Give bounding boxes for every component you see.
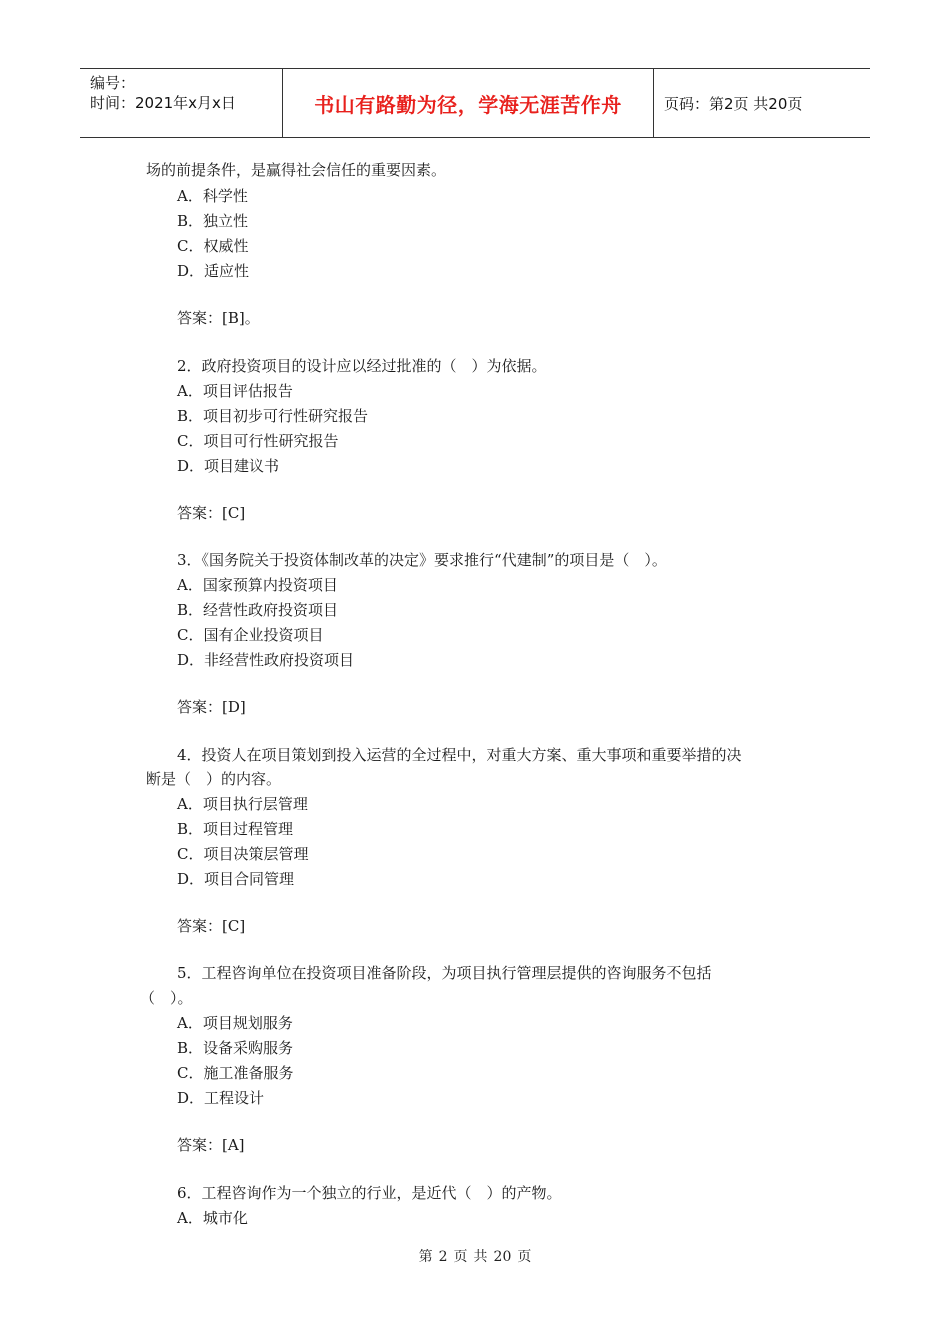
- answer-option: C．施工准备服务: [177, 1064, 294, 1082]
- answer-option: A．项目评估报告: [177, 382, 293, 400]
- header-meta: [80, 69, 282, 137]
- answer-option: A．项目规划服务: [177, 1014, 293, 1032]
- footer-total-pages: 20: [493, 1249, 512, 1265]
- footer-gong: 共: [473, 1249, 488, 1265]
- answer-option: A．城市化: [177, 1209, 248, 1227]
- document-number-label: 编号：: [90, 74, 136, 92]
- answer-option: D．非经营性政府投资项目: [177, 651, 355, 669]
- answer-option: C．国有企业投资项目: [177, 626, 324, 644]
- answer-option: D．项目合同管理: [177, 870, 295, 888]
- question-stem: 3．《国务院关于投资体制改革的决定》要求推行“代建制”的项目是（ ）。: [177, 551, 667, 569]
- answer-option: B．独立性: [177, 212, 249, 230]
- page-header: [80, 68, 870, 138]
- question-stem: 5．工程咨询单位在投资项目准备阶段，为项目执行管理层提供的咨询服务不包括: [177, 964, 712, 982]
- answer-key: 答案：[C]: [177, 917, 246, 935]
- question-stem: 4．投资人在项目策划到投入运营的全过程中，对重大方案、重大事项和重要举措的决: [177, 746, 742, 764]
- answer-option: A．科学性: [177, 187, 248, 205]
- question-stem: 6．工程咨询作为一个独立的行业，是近代（ ）的产物。: [177, 1184, 562, 1202]
- answer-option: C．权威性: [177, 237, 249, 255]
- footer-ye: 页: [453, 1249, 468, 1265]
- answer-option: D．工程设计: [177, 1089, 265, 1107]
- answer-option: B．项目过程管理: [177, 820, 294, 838]
- answer-option: C．项目决策层管理: [177, 845, 309, 863]
- answer-option: D．适应性: [177, 262, 250, 280]
- answer-option: C．项目可行性研究报告: [177, 432, 339, 450]
- header-motto: 书山有路勤为径，学海无涯苦作舟: [282, 69, 654, 137]
- text-line: 场的前提条件，是赢得社会信任的重要因素。: [146, 161, 447, 179]
- answer-key: 答案：[B]。: [177, 309, 260, 327]
- header-page-indicator: 页码：第2页 共20页: [664, 94, 803, 113]
- footer-page-number: 2: [438, 1249, 448, 1265]
- answer-option: A．项目执行层管理: [177, 795, 308, 813]
- answer-option: A．国家预算内投资项目: [177, 576, 338, 594]
- answer-option: B．经营性政府投资项目: [177, 601, 339, 619]
- text-line: 断是（ ）的内容。: [146, 770, 282, 788]
- answer-key: 答案：[C]: [177, 504, 246, 522]
- text-line: （ ）。: [140, 989, 193, 1007]
- answer-option: D．项目建议书: [177, 457, 280, 475]
- page-footer: [0, 1246, 950, 1266]
- document-time-label: 时间：2021年x月x日: [90, 94, 236, 112]
- answer-key: 答案：[A]: [177, 1136, 245, 1154]
- answer-option: B．设备采购服务: [177, 1039, 294, 1057]
- answer-option: B．项目初步可行性研究报告: [177, 407, 369, 425]
- answer-key: 答案：[D]: [177, 698, 246, 716]
- question-stem: 2．政府投资项目的设计应以经过批准的（ ）为依据。: [177, 357, 547, 375]
- footer-ye-2: 页: [517, 1249, 532, 1265]
- footer-di: 第: [418, 1249, 433, 1265]
